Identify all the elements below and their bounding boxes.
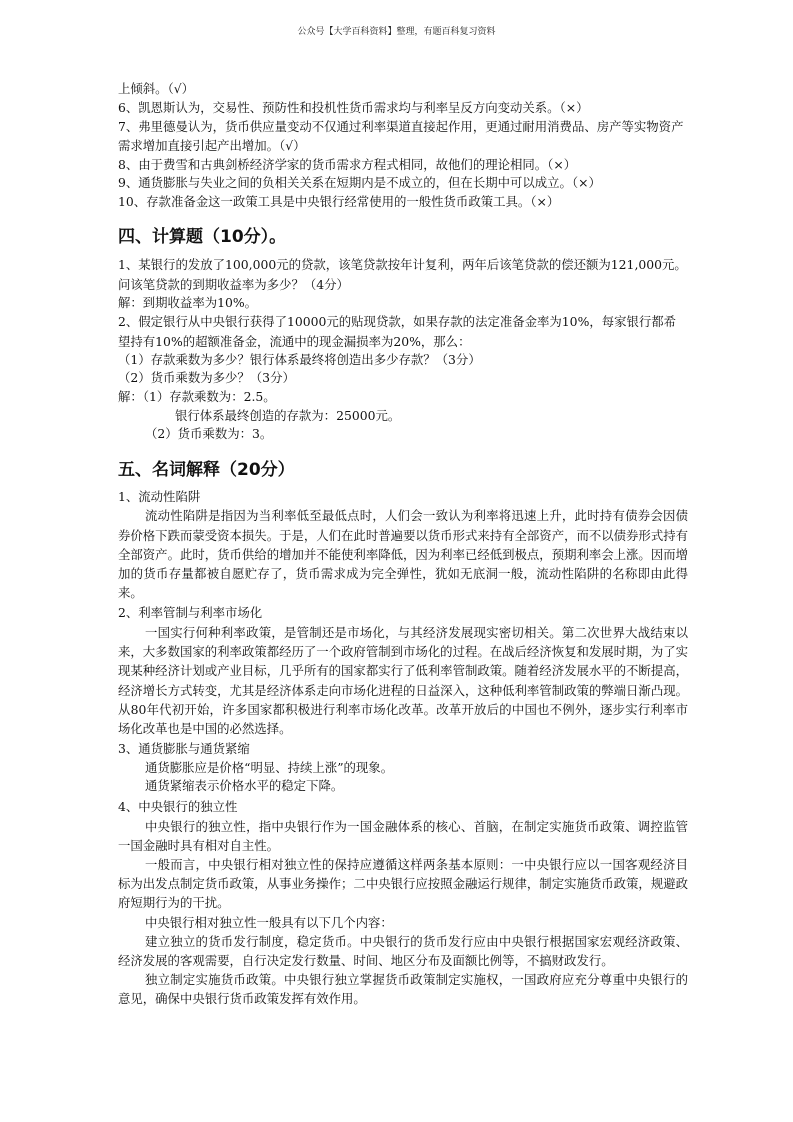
question-1: 1、某银行的发放了100,000元的贷款，该笔贷款按年计复利，两年后该笔贷款的偿还额为121,000元。问该笔贷款的到期收益率为多少？（4分） (118, 257, 687, 292)
answer-2-part-1: 解：（1）存款乘数为：2.5。 (118, 388, 276, 404)
judgement-line: 上倾斜。（√） (118, 81, 195, 96)
answer-2-deposits: 银行体系最终创造的存款为：25000元。 (175, 407, 401, 423)
question-2: 2、假定银行从中央银行获得了10000元的贴现贷款，如果存款的法定准备金率为10%，每家银行都希望持有10%的超额准备金，流通中的现金漏损率为20%，那么： (118, 314, 677, 349)
answer-2-part-2: （2）货币乘数为：3。 (145, 426, 273, 442)
term-paragraph: 通货紧缩表示价格水平的稳定下降。 (145, 778, 344, 794)
term-paragraph: 建立独立的货币发行制度，稳定货币。中央银行的货币发行应由中央银行根据国家宏观经济政策、经济发展的客观需要，自行决定发行数量、时间、地区分布及面额比例等，不搞财政发行。 (118, 933, 688, 968)
judgement-answers (118, 80, 688, 211)
question-2-part-2: （2）货币乘数为多少？（3分） (118, 370, 295, 386)
term-title: 1、流动性陷阱 (118, 488, 201, 504)
judgement-line: 6、凯恩斯认为，交易性、预防性和投机性货币需求均与利率呈反方向变动关系。（×） (118, 99, 589, 115)
question-2-part-1: （1）存款乘数为多少？银行体系最终将创造出多少存款？（3分） (118, 351, 481, 367)
term-paragraph: 流动性陷阱是指因为当利率低至最低点时，人们会一致认为利率将迅速上升，此时持有债券会因债券价格下跌而蒙受资本损失。于是，人们在此时普遍要以货币形式来持有全部资产，而不以债券形式持有全部资产。此时，货币供给的增加并不能使利率降低，因为利率已经低到极点，预期利率会上涨。因而增加的货币存量都被自愿贮存了，货币需求成为完全弹性，犹如无底洞一般，流动性陷阱的名称即由此得来。 (118, 508, 688, 601)
section-title-terms: 五、名词解释（20分） (118, 459, 295, 480)
term-paragraph: 独立制定实施货币政策。中央银行独立掌握货币政策制定实施权，一国政府应充分尊重中央银行的意见，确保中央银行货币政策发挥有效作用。 (118, 972, 688, 1007)
term-paragraph: 一国实行何种利率政策，是管制还是市场化，与其经济发展现实密切相关。第二次世界大战结束以来，大多数国家的利率政策都经历了一个政府管制到市场化的过程。在战后经济恢复和发展时期，为了实现某种经济计划或产业目标，几乎所有的国家都实行了低利率管制政策。随着经济发展水平的不断提高，经济增长方式转变，尤其是经济体系走向市场化进程的日益深入，这种低利率管制政策的弊端日渐凸现。从80年代初开始，许多国家都积极进行利率市场化改革。改革开放后的中国也不例外，逐步实行利率市场化改革也是中国的必然选择。 (118, 624, 688, 736)
term-title: 3、通货膨胀与通货紧缩 (118, 741, 250, 757)
judgement-line: 10、存款准备金这一政策工具是中央银行经常使用的一般性货币政策工具。（×） (118, 193, 560, 209)
page-header: 公众号【大学百科资料】整理，有题百科复习资料 (297, 27, 496, 37)
term-paragraph: 中央银行的独立性，指中央银行作为一国金融体系的核心、首脑，在制定实施货币政策、调控监管一国金融时具有相对自主性。 (118, 818, 688, 853)
term-paragraph: 一般而言，中央银行相对独立性的保持应遵循这样两条基本原则：一中央银行应以一国客观经济目标为出发点制定货币政策，从事业务操作；二中央银行应按照金融运行规律，制定实施货币政策，规避政府短期行为的干扰。 (118, 856, 688, 911)
term-paragraph: 中央银行相对独立性一般具有以下几个内容： (145, 914, 393, 930)
term-title: 4、中央银行的独立性 (118, 798, 238, 814)
judgement-line: 9、通货膨胀与失业之间的负相关关系在短期内是不成立的，但在长期中可以成立。（×） (118, 175, 601, 191)
terms-section (118, 488, 688, 1009)
calculation-section (118, 255, 688, 443)
term-title: 2、利率管制与利率市场化 (118, 605, 263, 621)
answer-1: 解：到期收益率为10%。 (118, 294, 258, 310)
term-paragraph: 通货膨胀应是价格“明显、持续上涨”的现象。 (145, 759, 394, 775)
page-content (118, 80, 688, 1009)
judgement-line: 8、由于费雪和古典剑桥经济学家的货币需求方程式相同，故他们的理论相同。（×） (118, 156, 577, 172)
judgement-line: 7、弗里德曼认为，货币供应量变动不仅通过利率渠道直接起作用，更通过耐用消费品、房产等实物资产需求增加直接引起产出增加。（√） (118, 119, 684, 154)
section-title-calculation: 四、计算题（10分）。 (118, 227, 287, 248)
